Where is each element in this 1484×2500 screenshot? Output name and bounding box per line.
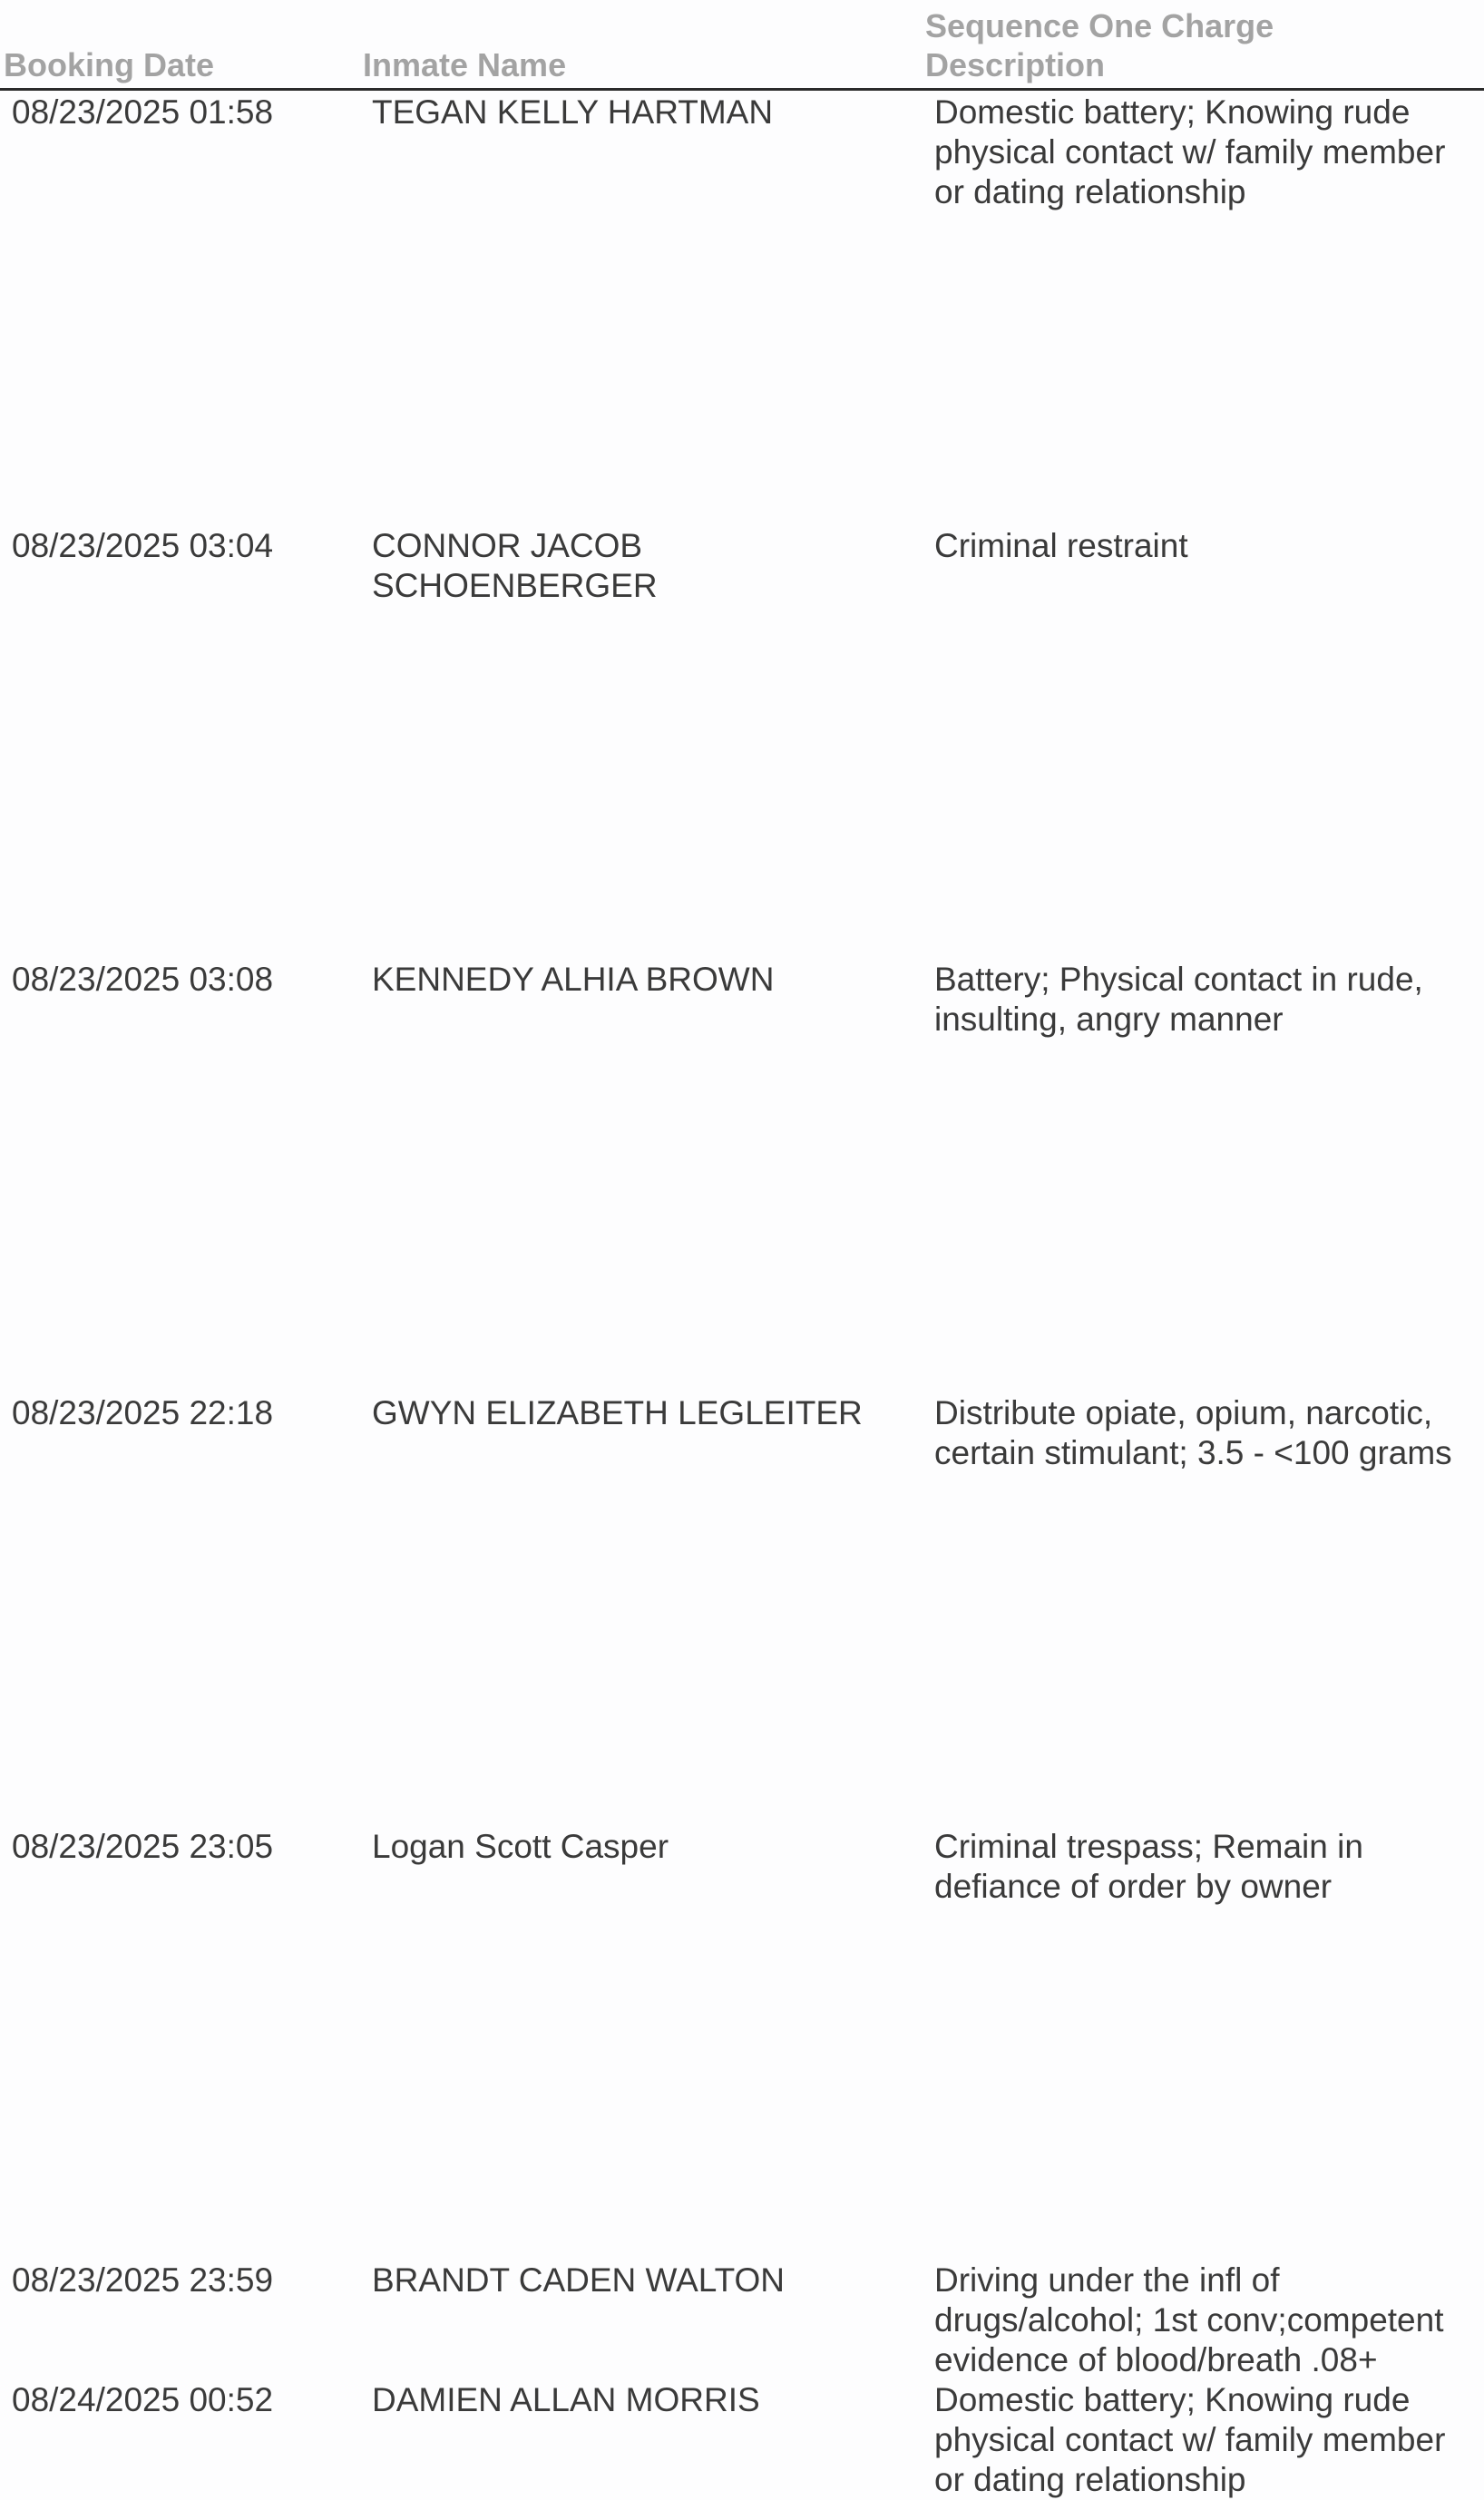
- charge-line: or dating relationship: [934, 173, 1246, 210]
- table-header: [0, 0, 1484, 91]
- charge-line: or dating relationship: [934, 2461, 1246, 2498]
- inmate-name-cell: [372, 93, 898, 132]
- booking-date-cell: 08/23/2025 23:05: [12, 1828, 274, 1865]
- inmate-name-cell: [372, 2380, 898, 2420]
- inmate-name-cell: [372, 1393, 898, 1433]
- charge-line: Driving under the infl of: [934, 2261, 1280, 2299]
- booking-date-cell: 08/23/2025 01:58: [12, 93, 274, 131]
- charge-description-cell: [934, 1393, 1479, 1473]
- inmate-name-cell: [372, 2261, 898, 2300]
- charge-line: Distribute opiate, opium, narcotic,: [934, 1394, 1433, 1431]
- inmate-name-line: BRANDT CADEN WALTON: [372, 2261, 786, 2299]
- inmate-name-line: Logan Scott Casper: [372, 1828, 669, 1865]
- charge-description-cell: [934, 960, 1479, 1040]
- charge-line: Domestic battery; Knowing rude: [934, 2381, 1411, 2418]
- charge-description-cell: [934, 1827, 1479, 1907]
- inmate-name-line: SCHOENBERGER: [372, 567, 658, 604]
- charge-description-cell: [934, 526, 1479, 566]
- inmate-name-line: DAMIEN ALLAN MORRIS: [372, 2381, 760, 2418]
- booking-date-cell: 08/23/2025 22:18: [12, 1394, 274, 1431]
- booking-date-cell: 08/24/2025 00:52: [12, 2381, 274, 2418]
- charge-line: Battery; Physical contact in rude,: [934, 961, 1423, 998]
- inmate-name-line: GWYN ELIZABETH LEGLEITER: [372, 1394, 863, 1431]
- inmate-name-line: KENNEDY ALHIA BROWN: [372, 961, 775, 998]
- charge-description-cell: [934, 2261, 1479, 2380]
- booking-date-cell: 08/23/2025 03:08: [12, 961, 274, 998]
- charge-line: physical contact w/ family member: [934, 2421, 1446, 2458]
- booking-date-cell: 08/23/2025 03:04: [12, 527, 274, 564]
- inmate-name-cell: [372, 960, 898, 1000]
- inmate-name-cell: [372, 1827, 898, 1867]
- inmate-name-line: CONNOR JACOB: [372, 527, 643, 564]
- column-header-booking-date: Booking Date: [4, 46, 215, 83]
- booking-date-cell: 08/23/2025 23:59: [12, 2261, 274, 2299]
- inmate-name-cell: [372, 526, 898, 606]
- charge-line: evidence of blood/breath .08+: [934, 2341, 1378, 2378]
- charge-line: defiance of order by owner: [934, 1868, 1333, 1905]
- charge-line: insulting, angry manner: [934, 1001, 1284, 1038]
- column-header-charge-line2: Description: [925, 46, 1106, 83]
- charge-line: Criminal restraint: [934, 527, 1188, 564]
- charge-description-cell: [934, 2380, 1479, 2500]
- inmate-name-line: TEGAN KELLY HARTMAN: [372, 93, 774, 131]
- charge-line: Criminal trespass; Remain in: [934, 1828, 1363, 1865]
- column-header-inmate-name: Inmate Name: [363, 46, 567, 83]
- column-header-charge-line1: Sequence One Charge: [925, 7, 1274, 44]
- charge-line: Domestic battery; Knowing rude: [934, 93, 1411, 131]
- charge-line: physical contact w/ family member: [934, 133, 1446, 171]
- charge-description-cell: [934, 93, 1479, 212]
- column-header-charge-description: [925, 6, 1274, 84]
- charge-line: certain stimulant; 3.5 - <100 grams: [934, 1434, 1452, 1471]
- charge-line: drugs/alcohol; 1st conv;competent: [934, 2301, 1444, 2339]
